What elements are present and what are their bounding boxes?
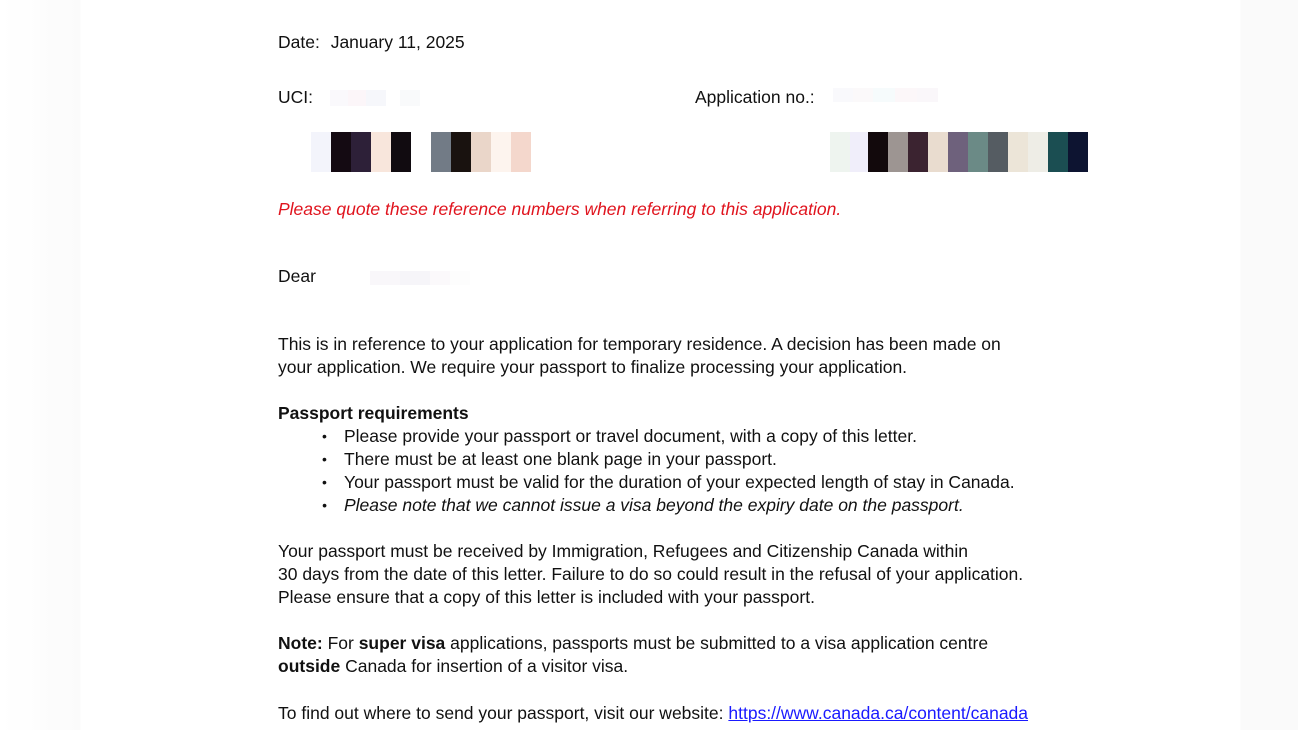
requirement-item: • Please note that we cannot issue a visa beyond the expiry date on the passport. [322,494,1015,517]
letter-document [278,0,1108,730]
intro-line-1: This is in reference to your application for temporary residence. A decision has been made on [278,334,1001,354]
application-redacted-value [833,88,948,102]
uci-barcode-redacted [311,132,531,172]
date-row [278,31,465,54]
note-line-1 [278,632,988,655]
application-barcode-redacted [830,132,1088,172]
requirement-item: • Your passport must be valid for the duration of your expected length of stay in Canada. [322,471,1015,494]
uci-label: UCI: [278,87,313,107]
website-link[interactable]: https://www.canada.ca/content/canada [728,703,1029,723]
requirement-item: • Please provide your passport or travel document, with a copy of this letter. [322,425,1015,448]
deadline-line-2: 30 days from the date of this letter. Failure to do so could result in the refusal of your application. [278,564,1024,584]
deadline-line-1: Your passport must be received by Immigration, Refugees and Citizenship Canada within [278,541,969,561]
date-value: January 11, 2025 [330,32,465,52]
deadline-line-3: Please ensure that a copy of this letter is included with your passport. [278,587,815,607]
note-text-c: Canada for insertion of a visitor visa. [340,656,629,676]
uci-redacted-value [330,90,430,106]
recipient-name-redacted [370,271,470,285]
note-super-visa: super visa [358,633,446,653]
application-number-label: Application no.: [695,87,815,107]
requirement-item: • There must be at least one blank page in your passport. [322,448,1015,471]
salutation: Dear [278,266,316,286]
cut-off-link-continuation [278,722,1108,730]
passport-requirements-heading: Passport requirements [278,403,469,423]
note-label: Note: [278,633,323,653]
reference-note: Please quote these reference numbers when referring to this application. [278,199,842,219]
website-text: To find out where to send your passport, visit our website: [278,703,729,723]
note-outside: outside [278,656,341,676]
intro-line-2: your application. We require your passport to finalize processing your application. [278,357,908,377]
passport-requirements-list [322,425,1015,517]
note-text-a: For [322,633,359,653]
note-line-2 [278,655,628,678]
date-label: Date: [278,32,320,52]
note-text-b: applications, passports must be submitted to a visa application centre [445,633,989,653]
